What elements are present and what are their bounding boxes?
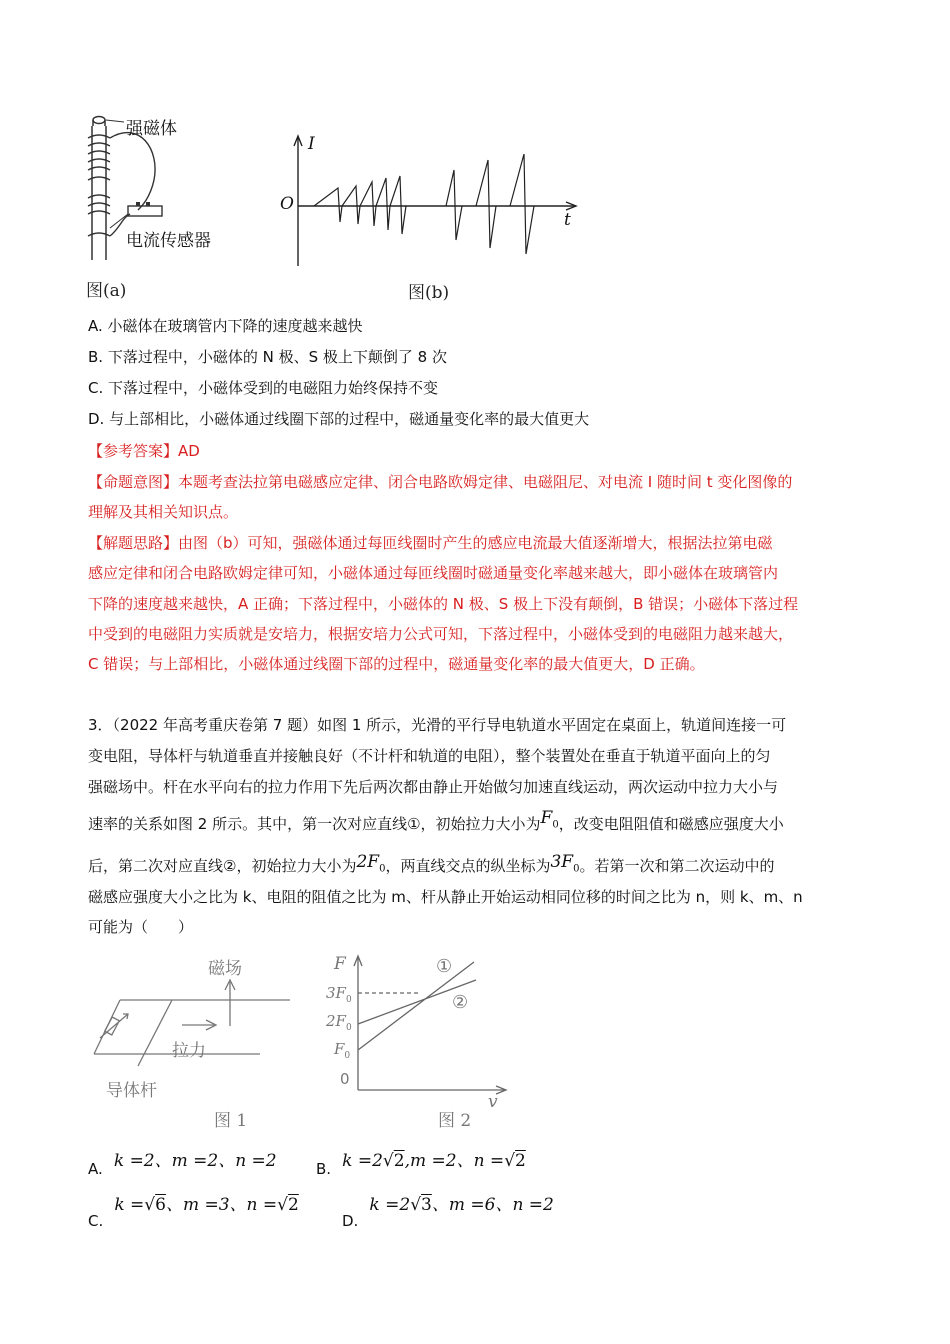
q3-option-b-letter: B.: [316, 1160, 332, 1178]
q3-option-c-letter: C.: [88, 1212, 104, 1230]
figure-a-caption: 图(a): [86, 281, 127, 301]
q2-option-a: A. 小磁体在玻璃管内下降的速度越来越快: [88, 317, 363, 335]
force-label: 拉力: [172, 1041, 206, 1061]
q3-line-5: [88, 852, 775, 883]
q3-line-2: 变电阻，导体杆与轨道垂直并接触良好（不计杆和轨道的电阻），整个装置处在垂直于轨道平面向上的匀: [88, 747, 771, 765]
q2-answer: 【参考答案】AD: [88, 442, 200, 460]
q2-solution-line-5: C 错误；与上部相比，小磁体通过线圈下部的过程中，磁通量变化率的最大值更大，D 正确。: [88, 655, 705, 673]
q3-option-a: [88, 1146, 277, 1178]
figure-b-caption: 图(b): [408, 283, 450, 303]
line-1-label: ①: [436, 956, 453, 977]
figure-2-origin: 0: [340, 1070, 350, 1088]
figure-2-v-label: v: [488, 1092, 498, 1112]
q3-line-4: [88, 808, 784, 841]
figure-b-y-label: I: [308, 134, 315, 154]
figure-1-caption: 图 1: [214, 1111, 248, 1131]
q3-line-6: 磁感应强度大小之比为 k、电阻的阻值之比为 m、杆从静止开始运动相同位移的时间之比为 n，则 k、m、n: [88, 888, 803, 906]
q3-line-5-text-a: 后，第二次对应直线②，初始拉力大小为: [88, 857, 357, 875]
line-2-label: ②: [452, 992, 469, 1013]
q3-option-b: [316, 1146, 526, 1178]
rod-label: 导体杆: [106, 1081, 157, 1101]
figure-b-origin: O: [280, 194, 294, 214]
figure-2-tick-3f0: $3F_0$: [326, 984, 352, 1005]
three-f0-symbol: $3F_0$: [550, 852, 580, 875]
q3-option-d: [342, 1190, 554, 1230]
q3-line-3: 强磁场中。杆在水平向右的拉力作用下先后两次都由静止开始做匀加速直线运动，两次运动中拉力大小与: [88, 778, 779, 796]
figure-2-tick-f0: $F_0$: [334, 1040, 351, 1061]
q3-option-c-expr: k =√6、m =3、n =√2: [114, 1195, 299, 1215]
current-sensor-icon: [128, 206, 162, 216]
field-label: 磁场: [208, 959, 242, 979]
q2-intent-line-2: 理解及其相关知识点。: [88, 503, 239, 521]
figure-2: [324, 952, 514, 1132]
sensor-label: 电流传感器: [126, 231, 211, 251]
q2-solution-line-3: 下降的速度越来越快，A 正确；下落过程中，小磁体的 N 极、S 极上下没有颠倒，B 错误；小磁体下落过程: [88, 595, 799, 613]
q3-option-a-letter: A.: [88, 1160, 103, 1178]
q3-option-c: [88, 1190, 299, 1230]
q2-solution-line-1: 【解题思路】由图（b）可知，强磁体通过每匝线圈时产生的感应电流最大值逐渐增大，根据法拉第电磁: [88, 534, 773, 552]
q3-option-d-letter: D.: [342, 1212, 359, 1230]
q2-option-d: D. 与上部相比，小磁体通过线圈下部的过程中，磁通量变化率的最大值更大: [88, 410, 590, 428]
two-f0-symbol: $2F_0$: [356, 852, 386, 875]
q2-intent-line-1: 【命题意图】本题考查法拉第电磁感应定律、闭合电路欧姆定律、电磁阻尼、对电流 I 随时间 t 变化图像的: [88, 473, 793, 491]
q3-option-a-expr: k =2、m =2、n =2: [113, 1151, 277, 1171]
figure-b-x-label: t: [564, 210, 571, 230]
figure-2-tick-2f0: $2F_0$: [326, 1012, 352, 1033]
figure-2-graph: [324, 952, 514, 1132]
q3-line-5-text-c: 。若第一次和第二次运动中的: [579, 857, 775, 875]
magnet-icon: [93, 117, 105, 124]
q3-line-7: 可能为（ ）: [88, 918, 194, 936]
q2-solution-line-2: 感应定律和闭合电路欧姆定律可知，小磁体通过每匝线圈时磁通量变化率越来越大，即小磁体在玻璃管内: [88, 564, 779, 582]
figure-2-caption: 图 2: [438, 1111, 472, 1131]
q3-option-d-expr: k =2√3、m =6、n =2: [369, 1195, 554, 1215]
q2-option-c: C. 下落过程中，小磁体受到的电磁阻力始终保持不变: [88, 379, 439, 397]
q2-option-b: B. 下落过程中，小磁体的 N 极、S 极上下颠倒了 8 次: [88, 348, 447, 366]
figure-1: [92, 952, 302, 1132]
q3-line-5-text-b: ，两直线交点的纵坐标为: [385, 857, 551, 875]
magnet-label: 强磁体: [126, 119, 177, 139]
figure-b: [278, 130, 588, 305]
figure-a: [80, 110, 260, 305]
q3-option-b-expr: k =2√2,m =2、n =√2: [342, 1151, 526, 1171]
conductor-rod: [138, 1000, 172, 1066]
q3-line-4-text-a: 速率的关系如图 2 所示。其中，第一次对应直线①，初始拉力大小为: [88, 815, 541, 833]
q3-line-1: 3．（2022 年高考重庆卷第 7 题）如图 1 所示，光滑的平行导电轨道水平固定在桌面上，轨道间连接一可: [88, 716, 787, 734]
q2-solution-line-4: 中受到的电磁阻力实质就是安培力，根据安培力公式可知，下落过程中，小磁体受到的电磁阻力越来越大，: [88, 625, 794, 643]
q3-line-4-text-b: ，改变电阻阻值和磁感应强度大小: [558, 815, 784, 833]
figure-2-f-label: F: [334, 954, 346, 974]
f0-symbol: $F_0$: [540, 808, 559, 831]
